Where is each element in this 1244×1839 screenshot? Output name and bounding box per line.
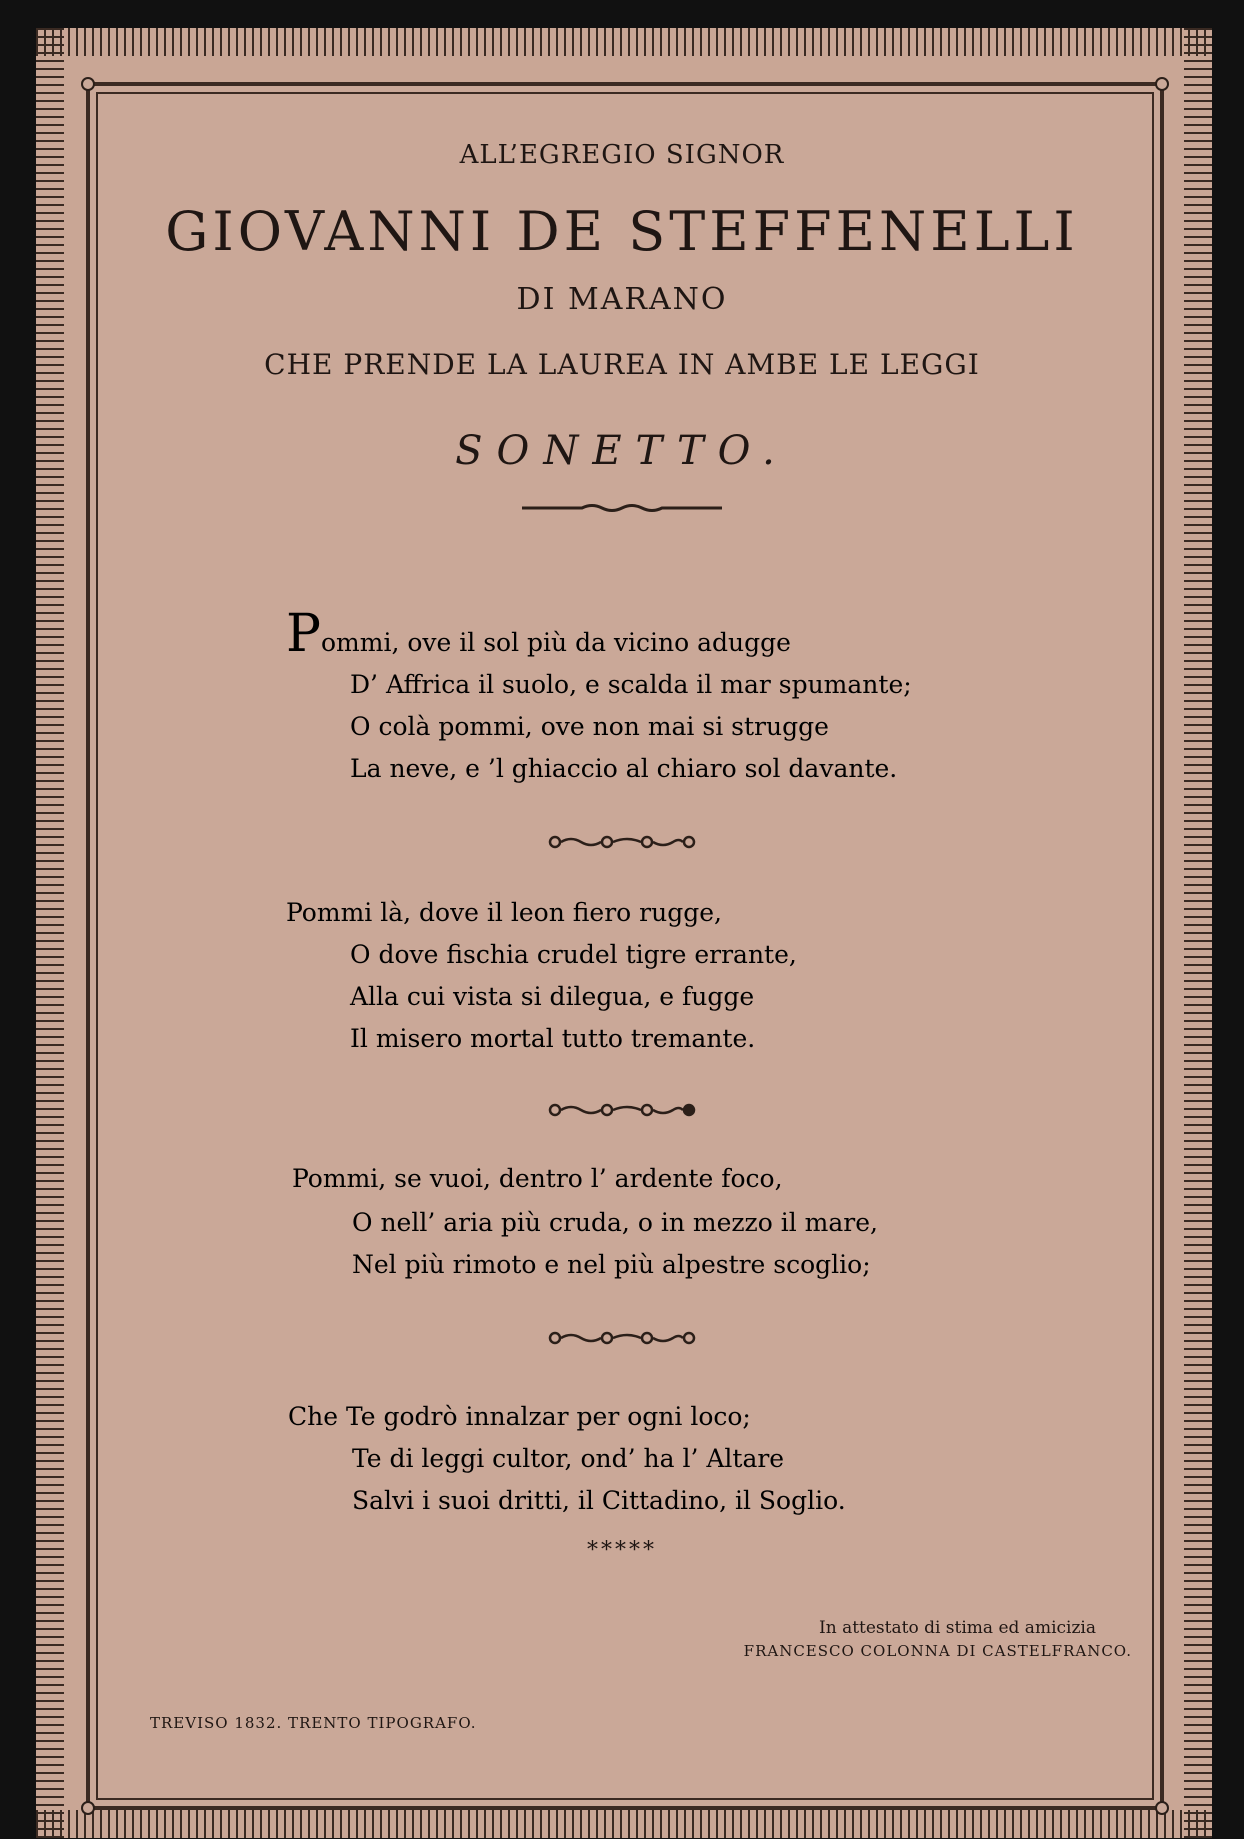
corner-ornament xyxy=(81,77,95,91)
poem-line: Che Te godrò innalzar per ogni loco; xyxy=(288,1402,751,1431)
drop-capital: P xyxy=(286,604,321,664)
top-ornamental-border xyxy=(36,28,1212,56)
bottom-ornamental-border xyxy=(36,1810,1212,1838)
poem-line: D’ Affrica il suolo, e scalda il mar spumante; xyxy=(350,670,912,699)
poem-line: Te di leggi cultor, ond’ ha l’ Altare xyxy=(352,1444,785,1473)
signature-name: FRANCESCO COLONNA DI CASTELFRANCO. xyxy=(743,1642,1132,1660)
poem-line: Salvi i suoi dritti, il Cittadino, il Soglio. xyxy=(352,1486,846,1515)
poem-line: Il misero mortal tutto tremante. xyxy=(350,1024,756,1053)
poem-line: O colà pommi, ove non mai si strugge xyxy=(350,712,829,741)
poem-line: O nell’ aria più cruda, o in mezzo il mare, xyxy=(352,1208,878,1237)
poem-line: La neve, e ’l ghiaccio al chiaro sol davante. xyxy=(350,754,898,783)
corner-ornament xyxy=(81,1801,95,1815)
corner-ornament xyxy=(1155,1801,1169,1815)
stanza-divider-ornament xyxy=(547,834,697,850)
signature-dedication: In attestato di stima ed amicizia xyxy=(819,1618,1096,1638)
poem-line-text: ommi, ove il sol più da vicino adugge xyxy=(321,628,791,657)
closing-asterisks: ***** xyxy=(587,1538,657,1563)
poem-line: Nel più rimoto e nel più alpestre scoglio; xyxy=(352,1250,871,1279)
poem-line: O dove fischia crudel tigre errante, xyxy=(350,940,797,969)
poem-line xyxy=(286,604,791,664)
poem-line: Pommi, se vuoi, dentro l’ ardente foco, xyxy=(292,1164,783,1193)
corner-ornament xyxy=(1155,77,1169,91)
dedication-line: ALL’EGREGIO SIGNOR xyxy=(459,140,785,170)
poem-line: Alla cui vista si dilegua, e fugge xyxy=(350,982,755,1011)
honoree-origin: DI MARANO xyxy=(516,282,728,317)
genre-title: SONETTO. xyxy=(455,428,789,474)
occasion-line: CHE PRENDE LA LAUREA IN AMBE LE LEGGI xyxy=(264,348,980,381)
stanza-divider-ornament xyxy=(547,1102,697,1118)
poem-line: Pommi là, dove il leon fiero rugge, xyxy=(286,898,722,927)
title-rule-ornament xyxy=(522,500,722,516)
printer-imprint: TREVISO 1832. TRENTO TIPOGRAFO. xyxy=(150,1714,477,1732)
stanza-divider-ornament xyxy=(547,1330,697,1346)
honoree-name: GIOVANNI DE STEFFENELLI xyxy=(165,200,1079,263)
